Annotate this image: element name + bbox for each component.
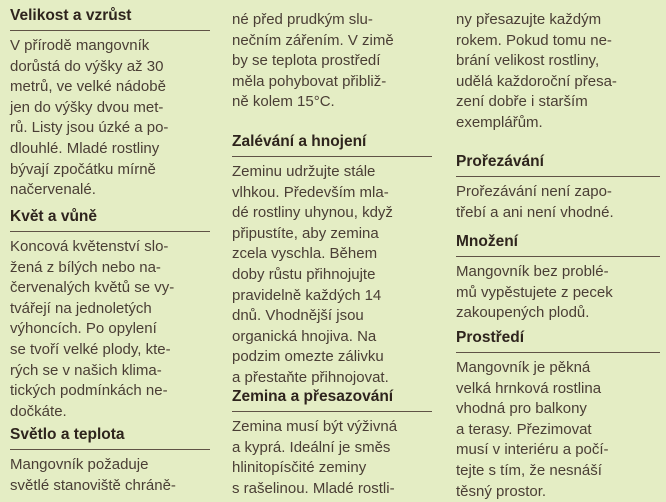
text-line: ny přesazujte každým [456,11,602,28]
section-prorezavani [456,152,660,223]
text-line: hlinitopísčité zeminy [232,459,367,477]
text-line: velká hrnková rostlina [456,379,602,397]
text-line: připustíte, aby zemina [232,224,379,242]
text-line: vhodná pro balkony [456,400,587,418]
text-line: tických podmínkách ne- [10,382,168,400]
text-line: rů. Listy jsou úzké a po- [10,119,169,137]
text-line: mů vypěstujete z pecek [456,283,613,301]
text-line: jen do výšky dvou met- [10,98,164,116]
text-line: Mangovník požaduje [10,456,149,473]
section-text [232,417,432,499]
text-line: dorůstá do výšky až 30 [10,57,164,75]
section-heading: Zemina a přesazování [232,387,432,412]
section-kvet [10,207,210,422]
text-line: podzim omezte zálivku [232,348,384,366]
text-line: brání velikost rostliny, [456,52,600,70]
text-line: organická hnojiva. Na [232,327,377,345]
section-heading: Světlo a teplota [10,425,210,450]
continuation-text [232,10,432,113]
section-text [456,358,660,502]
section-heading: Množení [456,232,660,257]
text-line: Prořezávání není zapo- [456,183,612,200]
text-line: těsný prostor. [456,482,547,500]
text-line: né před prudkým slu- [232,11,373,28]
text-line: zcela vyschla. Během [232,245,378,263]
section-zemina [232,387,432,499]
text-line: exemplářům. [456,113,543,131]
text-line: měla pohybovat přibliž- [232,72,387,90]
section-text [456,262,660,324]
text-line: načervenalé. [10,181,96,199]
text-line: by se teplota prostředí [232,52,381,70]
section-prostredi [456,328,660,502]
text-line: Koncová květenství slo- [10,238,169,255]
section-heading: Velikost a vzrůst [10,6,210,31]
section-text [232,162,432,389]
text-line: zení dobře i starším [456,93,588,111]
text-line: a terasy. Přezimovat [456,420,592,438]
text-line: vlhkou. Především mla- [232,183,389,201]
text-line: zakoupených plodů. [456,304,590,322]
text-line: třebí a ani není vhodné. [456,203,614,221]
text-line: a kyprá. Ideální je směs [232,438,391,456]
text-line: rých se v našich klima- [10,361,162,379]
section-svetlo [10,425,210,496]
text-line: dlouhlé. Mladé rostliny [10,139,160,157]
text-line: doby růstu přihnojujte [232,265,376,283]
text-line: dé rostliny uhynou, když [232,204,393,222]
text-line: výhoncích. Po opylení [10,320,157,338]
section-text [10,455,210,496]
text-line: Mangovník je pěkná [456,359,591,376]
section-text [10,36,210,201]
text-line: bývají zpočátku mírně [10,160,156,178]
text-line: dnů. Vhodnější jsou [232,307,364,325]
text-line: tejte s tím, že nesnáší [456,461,602,479]
text-line: nečním zářením. V zimě [232,31,394,49]
text-line: a přestaňte přihnojovat. [232,368,389,386]
text-line: Zeminu udržujte stále [232,163,376,180]
text-line: metrů, ve velké nádobě [10,78,166,96]
text-line: musí v interiéru a počí- [456,441,609,459]
text-line: ně kolem 15°C. [232,93,335,111]
continuation-text [456,10,660,134]
section-mnozeni [456,232,660,324]
section-heading: Květ a vůně [10,207,210,232]
section-text [456,182,660,223]
section-heading: Prostředí [456,328,660,353]
text-line: Zemina musí být výživná [232,418,398,435]
text-line: se tvoří velké plody, kte- [10,340,171,358]
text-line: Mangovník bez problé- [456,263,609,280]
text-line: pravidelně každých 14 [232,286,382,304]
section-heading: Prořezávání [456,152,660,177]
text-line: červenalých květů se vy- [10,279,175,297]
text-line: rokem. Pokud tomu ne- [456,31,612,49]
section-zalevani [232,132,432,389]
text-line: světlé stanoviště chráně- [10,476,176,494]
text-line: V přírodě mangovník [10,37,150,54]
text-line: dočkáte. [10,402,67,420]
section-heading: Zalévání a hnojení [232,132,432,157]
text-line: tvářejí na jednoletých [10,299,152,317]
section-velikost [10,6,210,201]
section-text [10,237,210,422]
text-line: udělá každoroční přesa- [456,72,617,90]
text-line: s rašelinou. Mladé rostli- [232,479,395,497]
text-line: žená z bílých nebo na- [10,258,161,276]
